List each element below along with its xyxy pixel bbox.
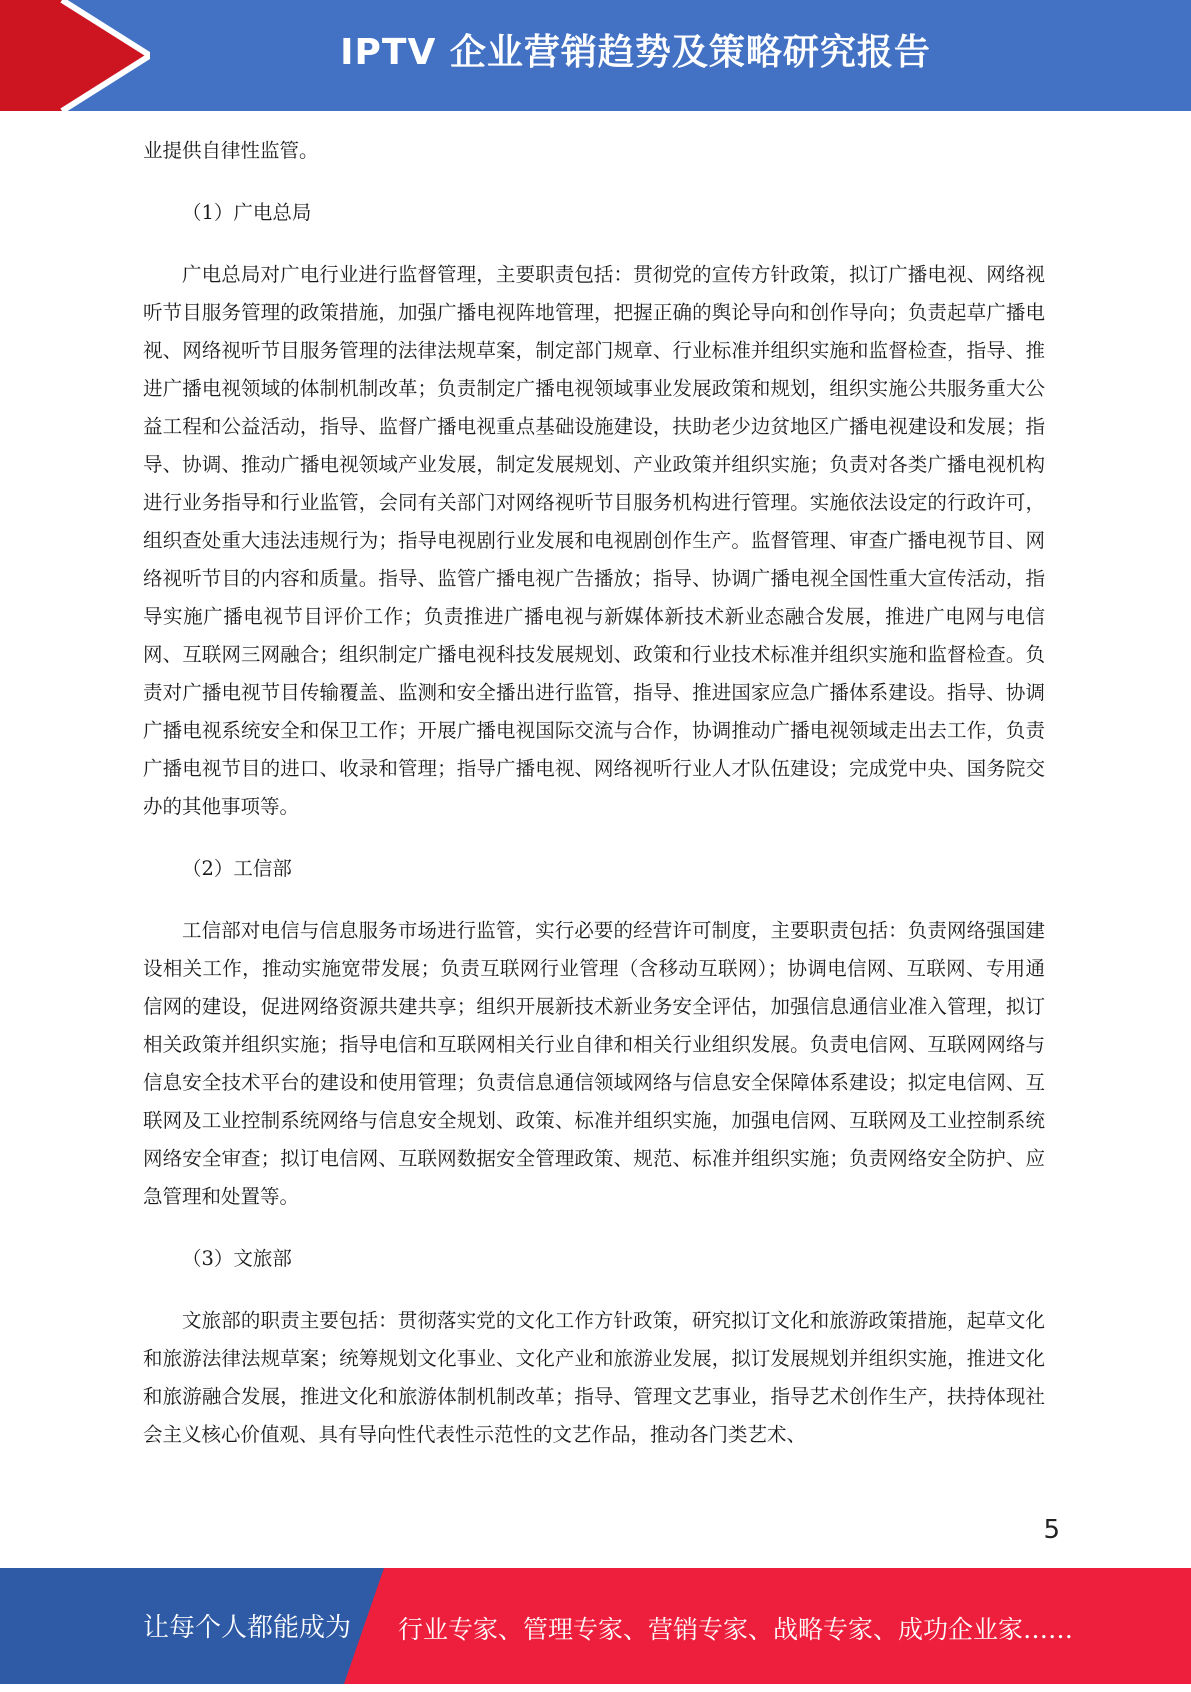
- footer-slogan-left: 让每个人都能成为: [143, 1613, 352, 1643]
- section-paragraph: 广电总局对广电行业进行监督管理，主要职责包括：贯彻党的宣传方针政策，拟订广播电视、网络视听节目服务管理的政策措施，加强广播电视阵地管理，把握正确的舆论导向和创作导向；负责起草广播电视、网络视听节目服务管理的法律法规草案，制定部门规章、行业标准并组织实施和监督检查，指导、推进广播电视领域的体制机制改革；负责制定广播电视领域事业发展政策和规划，组织实施公共服务重大公益工程和公益活动，指导、监督广播电视重点基础设施建设，扶助老少边贫地区广播电视建设和发展；指导、协调、推动广播电视领域产业发展，制定发展规划、产业政策并组织实施；负责对各类广播电视机构进行业务指导和行业监管，会同有关部门对网络视听节目服务机构进行管理。实施依法设定的行政许可，组织查处重大违法违规行为；指导电视剧行业发展和电视剧创作生产。监督管理、审查广播电视节目、网络视听节目的内容和质量。指导、监管广播电视广告播放；指导、协调广播电视全国性重大宣传活动，指导实施广播电视节目评价工作；负责推进广播电视与新媒体新技术新业态融合发展，推进广电网与电信网、互联网三网融合；组织制定广播电视科技发展规划、政策和行业技术标准并组织实施和监督检查。负责对广播电视节目传输覆盖、监测和安全播出进行监管，指导、推进国家应急广播体系建设。指导、协调广播电视系统安全和保卫工作；开展广播电视国际交流与合作，协调推动广播电视领域走出去工作，负责广播电视节目的进口、收录和管理；指导广播电视、网络视听行业人才队伍建设；完成党中央、国务院交办的其他事项等。: [143, 263, 1045, 818]
- section-paragraph: 工信部对电信与信息服务市场进行监管，实行必要的经营许可制度，主要职责包括：负责网络强国建设相关工作，推动实施宽带发展；负责互联网行业管理（含移动互联网）；协调电信网、互联网、专用通信网的建设，促进网络资源共建共享；组织开展新技术新业务安全评估，加强信息通信业准入管理，拟订相关政策并组织实施；指导电信和互联网相关行业自律和相关行业组织发展。负责电信网、互联网网络与信息安全技术平台的建设和使用管理；负责信息通信领域网络与信息安全保障体系建设；拟定电信网、互联网及工业控制系统网络与信息安全规划、政策、标准并组织实施，加强电信网、互联网及工业控制系统网络安全审查；拟订电信网、互联网数据安全管理政策、规范、标准并组织实施；负责网络安全防护、应急管理和处置等。: [143, 919, 1045, 1208]
- page-footer: [0, 1568, 1191, 1684]
- intro-paragraph: 业提供自律性监管。: [143, 139, 319, 162]
- footer-slogan-right: 行业专家、管理专家、营销专家、战略专家、成功企业家……: [398, 1615, 1074, 1644]
- page-header: [0, 0, 1191, 111]
- report-title: IPTV 企业营销趋势及策略研究报告: [340, 32, 931, 73]
- section-heading: （3）文旅部: [182, 1247, 292, 1270]
- page-number: 5: [1043, 1515, 1060, 1545]
- section-heading: （1）广电总局: [182, 201, 312, 224]
- section-paragraph: 文旅部的职责主要包括：贯彻落实党的文化工作方针政策，研究拟订文化和旅游政策措施，起草文化和旅游法律法规草案；统筹规划文化事业、文化产业和旅游业发展，拟订发展规划并组织实施，推进文化和旅游融合发展，推进文化和旅游体制机制改革；指导、管理文艺事业，指导艺术创作生产，扶持体现社会主义核心价值观、具有导向性代表性示范性的文艺作品，推动各门类艺术、: [143, 1309, 1045, 1446]
- document-body: [143, 132, 1045, 1454]
- section-heading: （2）工信部: [182, 857, 292, 880]
